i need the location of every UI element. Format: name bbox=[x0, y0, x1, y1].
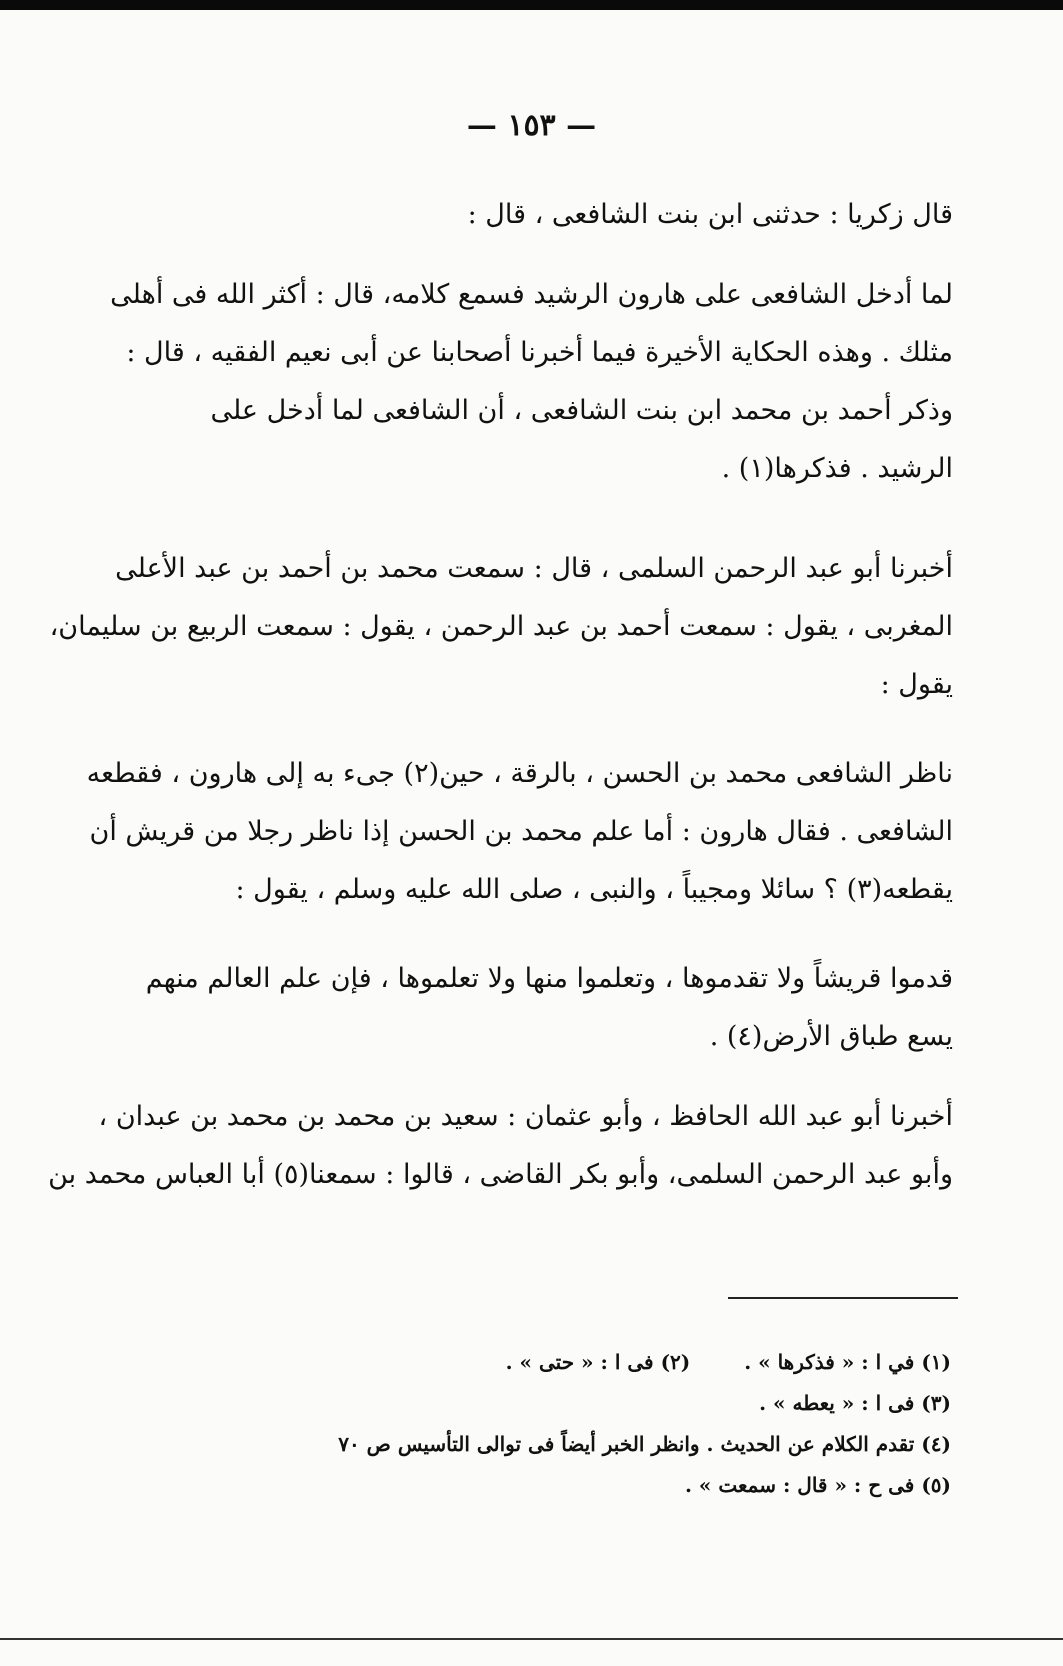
footnote-1: (١) في ا : « فذكرها » . bbox=[744, 1350, 951, 1374]
text-line: لما أدخل الشافعى على هارون الرشيد فسمع كلامه، قال : أكثر الله فى أهلى bbox=[110, 279, 953, 310]
paragraph-2 bbox=[110, 266, 953, 498]
scan-bottom-edge bbox=[0, 1638, 1063, 1640]
paragraph-1 bbox=[153, 186, 953, 244]
footnote-divider bbox=[728, 1297, 958, 1299]
paragraph-4 bbox=[86, 745, 953, 919]
paragraph-5 bbox=[145, 950, 953, 1066]
footnote-5: (٥) فى ح : « قال : سمعت » . bbox=[684, 1473, 951, 1497]
footnotes bbox=[151, 1342, 951, 1506]
text-line: أخبرنا أبو عبد الرحمن السلمى ، قال : سمعت محمد بن أحمد بن عبد الأعلى bbox=[115, 553, 953, 584]
text-line: المغربى ، يقول : سمعت أحمد بن عبد الرحمن ، يقول : سمعت الربيع بن سليمان، bbox=[49, 611, 953, 642]
page-number: — ١٥٣ — bbox=[466, 108, 597, 143]
text-line: الرشيد . فذكرها(١) . bbox=[721, 453, 953, 484]
scan-top-edge bbox=[0, 0, 1063, 10]
text-line: قدموا قريشاً ولا تقدموها ، وتعلموا منها ولا تعلموها ، فإن علم العالم منهم bbox=[145, 963, 953, 994]
text-line: يسع طباق الأرض(٤) . bbox=[709, 1021, 953, 1052]
text-line: يقطعه(٣) ؟ سائلا ومجيباً ، والنبى ، صلى الله عليه وسلم ، يقول : bbox=[235, 874, 953, 905]
text-line: وذكر أحمد بن محمد ابن بنت الشافعى ، أن الشافعى لما أدخل على bbox=[210, 395, 953, 426]
footnote-2: (٢) فى ا : « حتى » . bbox=[505, 1350, 691, 1374]
text-line: الشافعى . فقال هارون : أما علم محمد بن الحسن إذا ناظر رجلا من قريش أن bbox=[89, 816, 953, 847]
text-line: قال زكريا : حدثنى ابن بنت الشافعى ، قال : bbox=[467, 199, 953, 230]
paragraph-3 bbox=[49, 540, 953, 714]
footnote-3: (٣) فى ا : « يعطه » . bbox=[759, 1391, 951, 1415]
footnote-row bbox=[151, 1342, 951, 1383]
text-line: أخبرنا أبو عبد الله الحافظ ، وأبو عثمان : سعيد بن محمد بن محمد بن عبدان ، bbox=[98, 1101, 953, 1132]
text-line: مثلك . وهذه الحكاية الأخيرة فيما أخبرنا أصحابنا عن أبى نعيم الفقيه ، قال : bbox=[126, 337, 953, 368]
text-line: ناظر الشافعى محمد بن الحسن ، بالرقة ، حين(٢) جىء به إلى هارون ، فقطعه bbox=[86, 758, 953, 789]
footnote-4: (٤) تقدم الكلام عن الحديث . وانظر الخبر أيضاً فى توالى التأسيس ص ٧٠ bbox=[338, 1432, 951, 1456]
text-line: وأبو عبد الرحمن السلمى، وأبو بكر القاضى ، قالوا : سمعنا(٥) أبا العباس محمد بن bbox=[48, 1159, 953, 1190]
paragraph-6 bbox=[48, 1088, 953, 1204]
text-line: يقول : bbox=[880, 669, 953, 700]
